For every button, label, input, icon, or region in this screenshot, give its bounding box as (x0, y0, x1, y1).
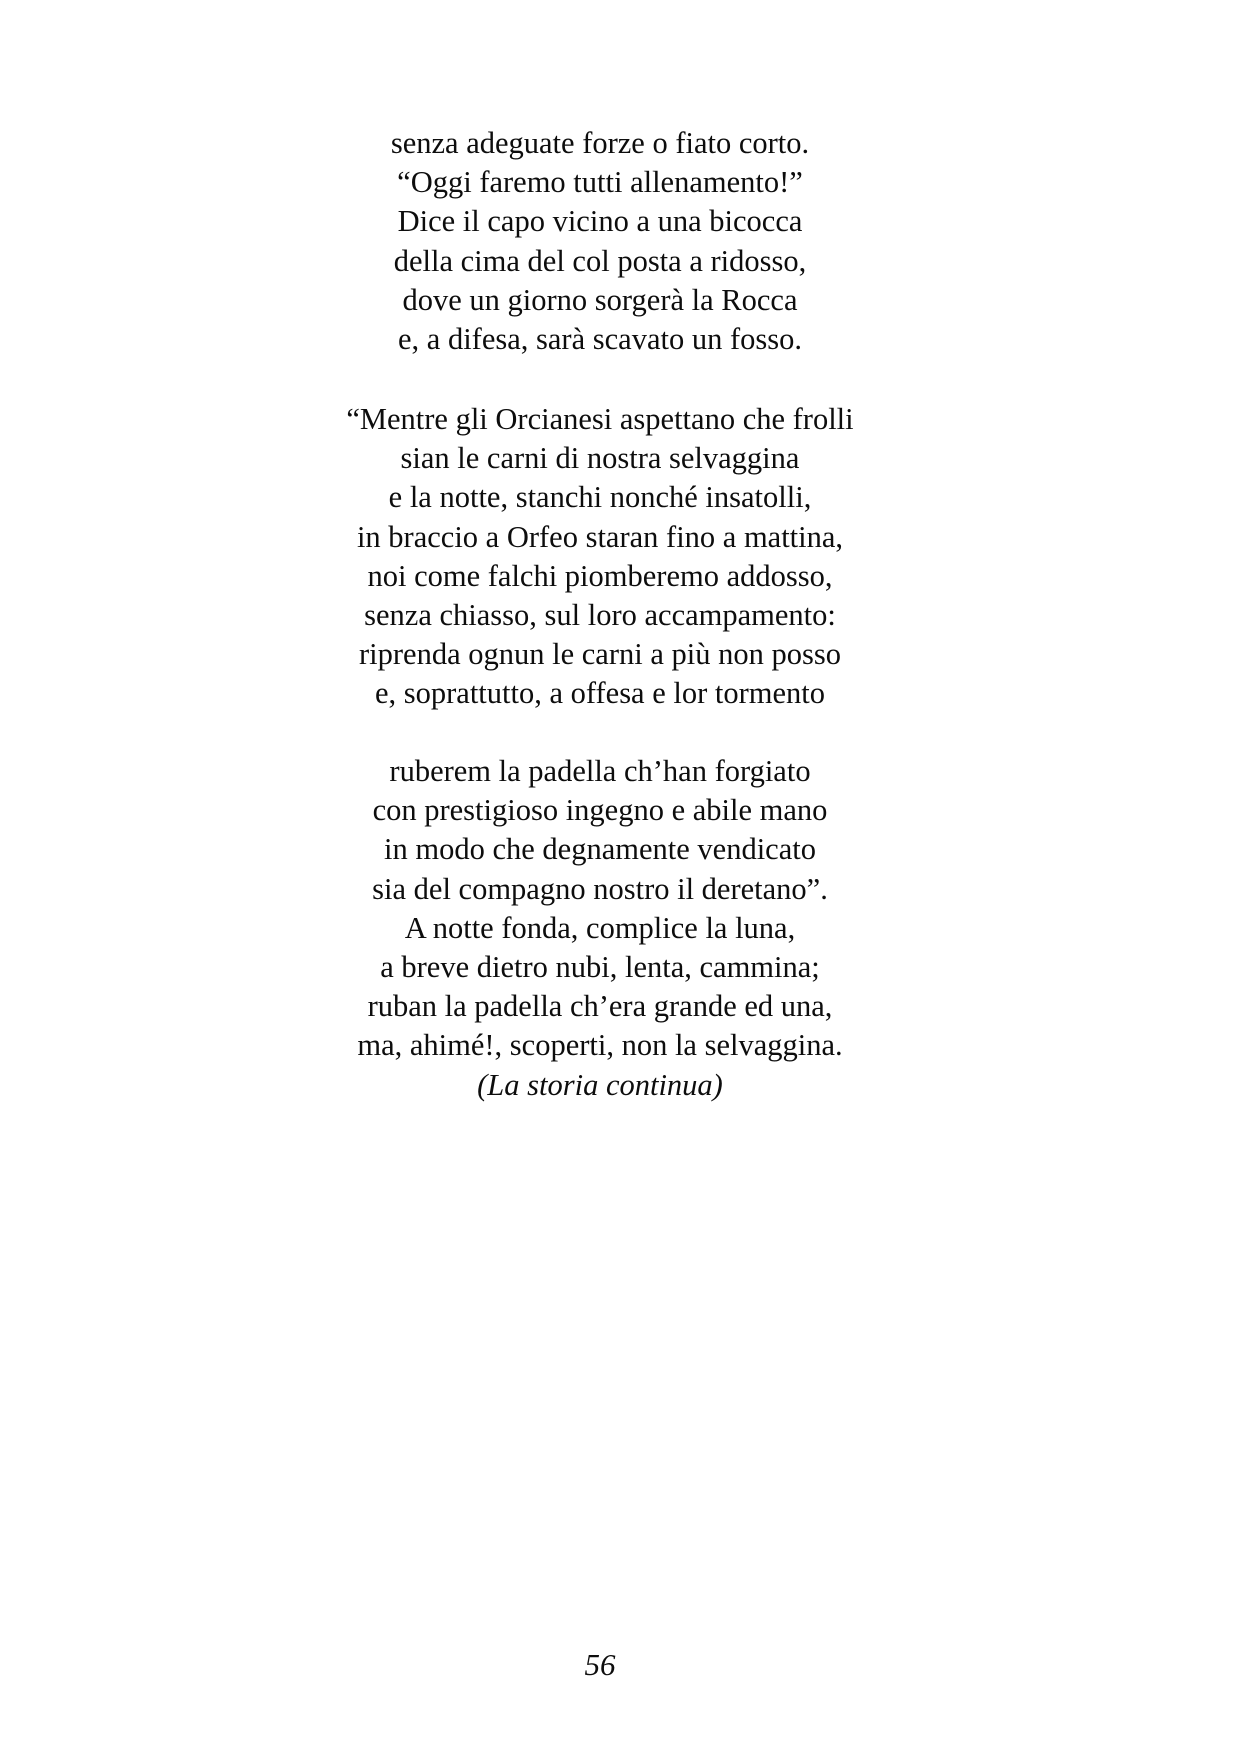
poem-line: sia del compagno nostro il deretano”. (372, 871, 828, 906)
poem-line: ma, ahimé!, scoperti, non la selvaggina. (357, 1028, 843, 1063)
poem-line: in modo che degnamente vendicato (384, 832, 816, 867)
continuation-note: (La storia continua) (477, 1067, 723, 1102)
poem-line: ruberem la padella ch’han forgiato (389, 754, 811, 788)
poem-line: in braccio a Orfeo staran fino a mattina, (356, 519, 844, 554)
poem-line: riprenda ognun le carni a più non posso (359, 637, 841, 672)
poem-line: e, a difesa, sarà scavato un fosso. (398, 322, 802, 357)
poem-line: senza adeguate forze o fiato corto. (390, 126, 810, 160)
poem-line: della cima del col posta a ridosso, (393, 243, 807, 278)
poem-line: senza chiasso, sul loro accampamento: (364, 598, 836, 633)
poem-line: e, soprattutto, a offesa e lor tormento (374, 676, 826, 711)
poem-stanza-2 (0, 400, 1200, 714)
poem-line: A notte fonda, complice la luna, (404, 910, 796, 945)
poem-line: a breve dietro nubi, lenta, cammina; (380, 950, 820, 985)
poem-line: ruban la padella ch’era grande ed una, (367, 989, 833, 1024)
poem-line: e la notte, stanchi nonché insatolli, (388, 480, 812, 515)
poem-line: sian le carni di nostra selvaggina (400, 441, 800, 476)
poem-stanza-1 (0, 124, 1200, 359)
poem-line: noi come falchi piomberemo addosso, (367, 558, 833, 593)
poem-stanza-3 (0, 752, 1200, 1105)
poem-line: con prestigioso ingegno e abile mano (372, 793, 828, 828)
poem-line: dove un giorno sorgerà la Rocca (402, 282, 798, 317)
poem-line: “Oggi faremo tutti allenamento!” (397, 165, 803, 200)
poem-line: “Mentre gli Orcianesi aspettano che frolli (346, 402, 854, 436)
page-number: 56 (584, 1647, 616, 1682)
poem-line: Dice il capo vicino a una bicocca (397, 204, 803, 239)
